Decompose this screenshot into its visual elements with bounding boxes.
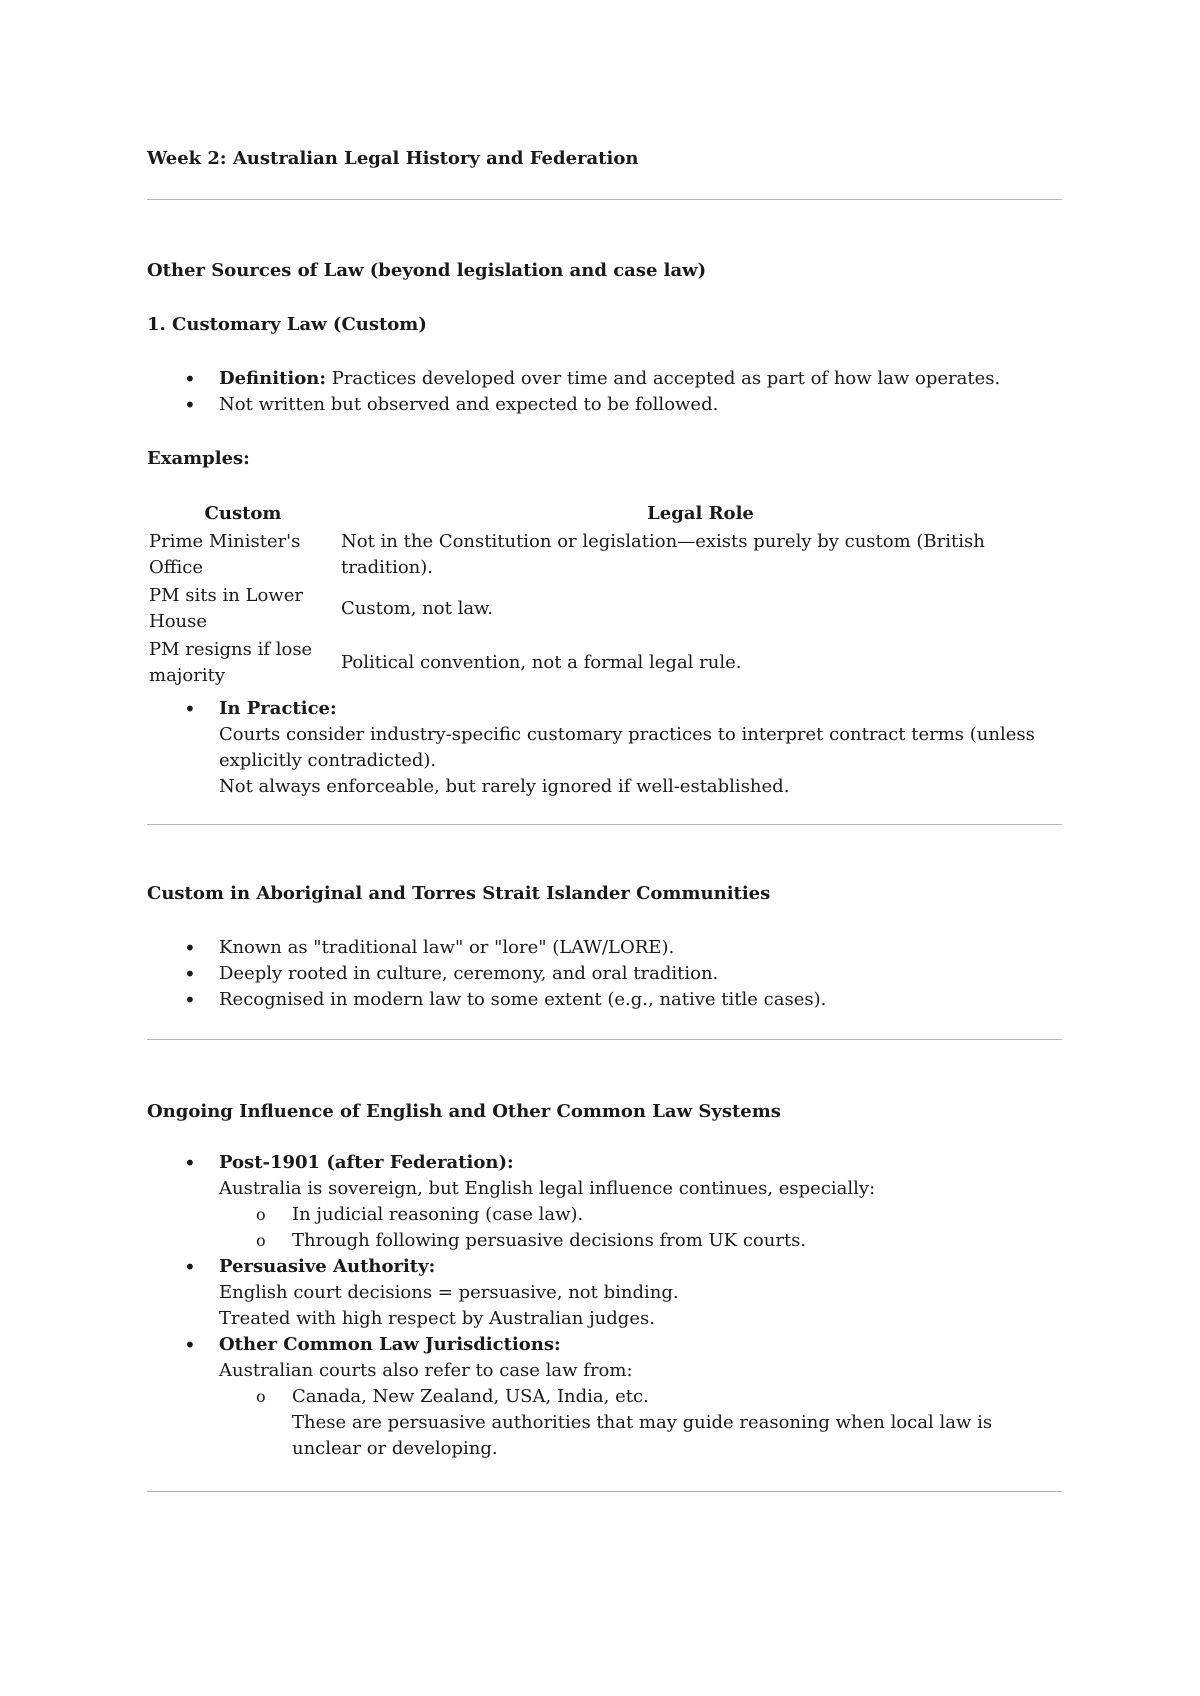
bullet-text: Australian courts also refer to case law from: xyxy=(219,1360,633,1381)
sub-list-note: These are persuasive authorities that may guide reasoning when local law is unclear or developing. xyxy=(292,1412,993,1459)
column-header-legal-role: Legal Role xyxy=(647,503,754,524)
sub-list-item: o Through following persuasive decisions from UK courts. xyxy=(219,1228,1062,1254)
bullet-label: Definition: xyxy=(219,368,326,389)
in-practice-list xyxy=(147,696,1062,800)
bullet-text: Practices developed over time and accepted as part of how law operates. xyxy=(325,368,1001,389)
divider xyxy=(147,824,1062,825)
examples-label: Examples: xyxy=(147,448,250,469)
table-row xyxy=(147,582,1062,636)
in-practice-line: Not always enforceable, but rarely ignored if well-established. xyxy=(219,776,790,797)
list-item: • Recognised in modern law to some extent (e.g., native title cases). xyxy=(147,987,1062,1013)
bullet-label: • Persuasive Authority: xyxy=(219,1256,436,1277)
table-cell: PM sits in Lower House xyxy=(149,585,303,632)
section-heading: Other Sources of Law (beyond legislation and case law) xyxy=(147,260,707,281)
section-heading: Ongoing Influence of English and Other Common Law Systems xyxy=(147,1101,781,1122)
column-header-custom: Custom xyxy=(204,503,282,524)
sub-list xyxy=(219,1202,1062,1254)
table-cell: Prime Minister's Office xyxy=(149,531,301,578)
list-item: • Known as "traditional law" or "lore" (LAW/LORE). xyxy=(147,935,1062,961)
in-practice-line: Courts consider industry-specific customary practices to interpret contract terms (unless explicitly contradicted). xyxy=(219,724,1035,771)
table-header-row xyxy=(147,500,1062,528)
list-item xyxy=(147,1332,1062,1462)
subsection-heading: 1. Customary Law (Custom) xyxy=(147,314,427,335)
bullet-text: Australia is sovereign, but English legal influence continues, especially: xyxy=(219,1178,876,1199)
list-item xyxy=(147,696,1062,800)
sub-list xyxy=(219,1384,1062,1462)
divider xyxy=(147,199,1062,200)
bullet-label: • Other Common Law Jurisdictions: xyxy=(219,1334,561,1355)
influence-bullets xyxy=(147,1150,1062,1462)
table-row xyxy=(147,636,1062,690)
list-item xyxy=(147,1254,1062,1332)
sub-list-text: o Canada, New Zealand, USA, India, etc. xyxy=(292,1386,649,1407)
table-cell: PM resigns if lose majority xyxy=(149,639,313,686)
table-cell: Custom, not law. xyxy=(341,598,494,619)
list-item xyxy=(147,366,1062,392)
divider xyxy=(147,1491,1062,1492)
list-item xyxy=(147,392,1062,418)
section-heading: Custom in Aboriginal and Torres Strait Islander Communities xyxy=(147,883,771,904)
list-item xyxy=(147,1150,1062,1254)
lore-bullets xyxy=(147,935,1062,1013)
custom-bullets xyxy=(147,366,1062,418)
examples-table xyxy=(147,500,1062,690)
document-title: Week 2: Australian Legal History and Federation xyxy=(147,148,639,169)
bullet-label: • Post-1901 (after Federation): xyxy=(219,1152,514,1173)
divider xyxy=(147,1039,1062,1040)
examples-table-wrap xyxy=(147,500,1062,690)
table-row xyxy=(147,528,1062,582)
bullet-text: Treated with high respect by Australian judges. xyxy=(219,1308,655,1329)
table-cell: Not in the Constitution or legislation—exists purely by custom (British tradition). xyxy=(341,531,985,578)
bullet-text: English court decisions = persuasive, not binding. xyxy=(219,1282,679,1303)
table-cell: Political convention, not a formal legal rule. xyxy=(341,652,742,673)
list-item: • Deeply rooted in culture, ceremony, and oral tradition. xyxy=(147,961,1062,987)
sub-list-item xyxy=(219,1384,1062,1462)
bullet-text: Not written but observed and expected to be followed. xyxy=(219,394,719,415)
sub-list-item: o In judicial reasoning (case law). xyxy=(219,1202,1062,1228)
in-practice-label: • In Practice: xyxy=(219,698,337,719)
